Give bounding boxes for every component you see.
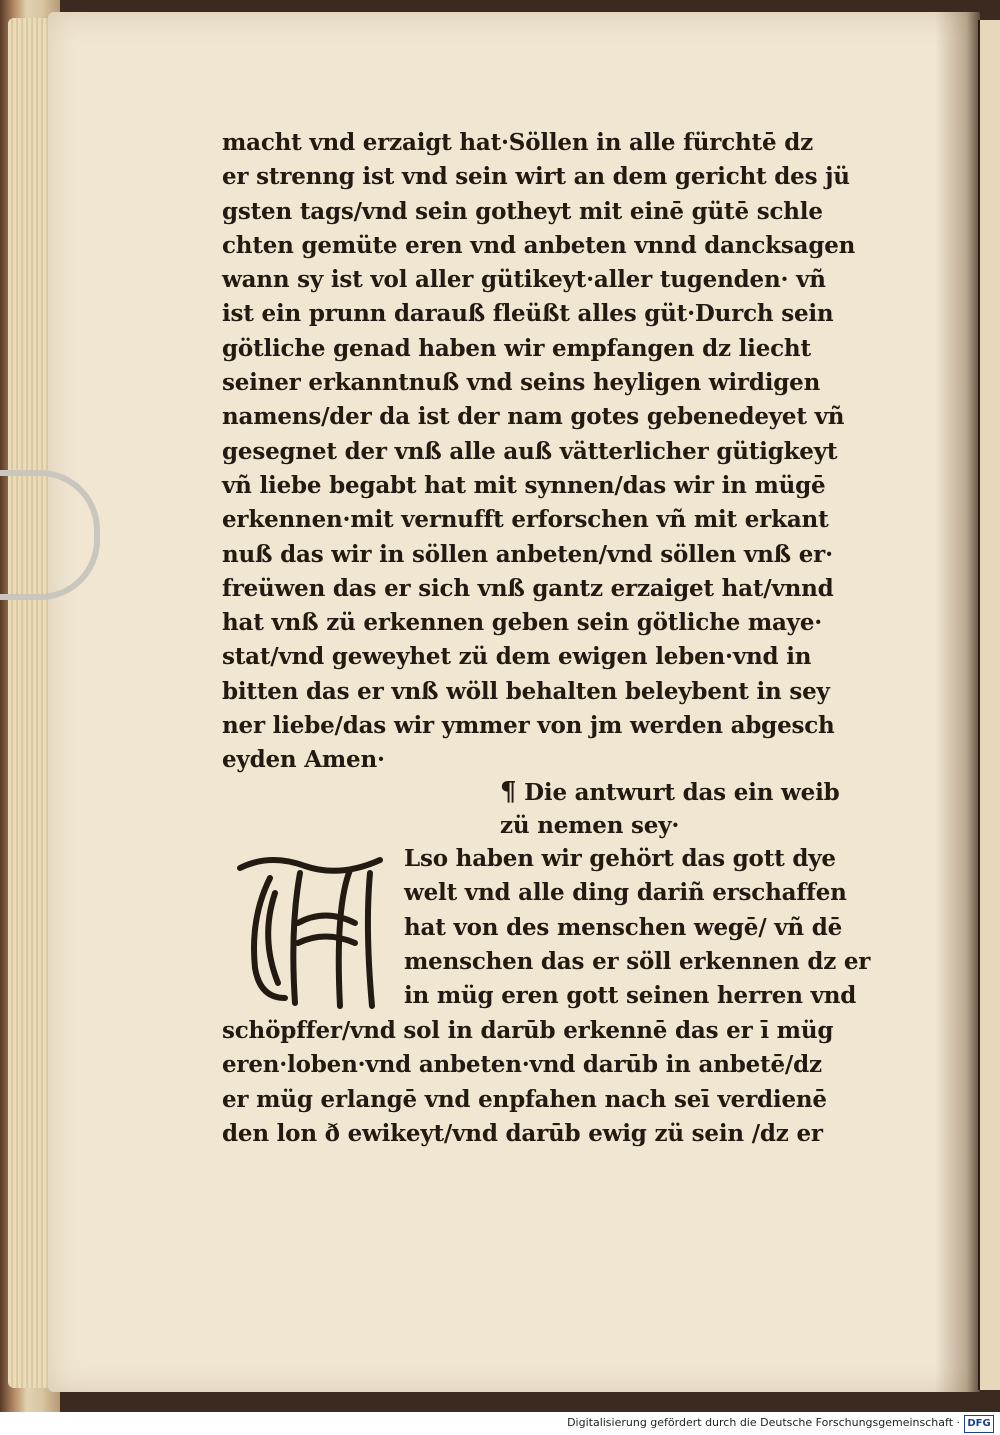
dfg-logo: DFG bbox=[964, 1415, 994, 1433]
text-line: namens/der da ist der nam gotes gebenedeyet vñ bbox=[222, 403, 845, 431]
text-line: gsten tags/vnd sein gotheyt mit einē gütē schle bbox=[222, 197, 823, 225]
decorated-initial bbox=[230, 848, 400, 1013]
text-line: hat von des menschen wegē/ vñ dē bbox=[404, 913, 843, 941]
text-line: götliche genad haben wir empfangen dz liecht bbox=[222, 334, 811, 362]
text-line: den lon ð ewikeyt/vnd darūb ewig zü sein /dz er bbox=[222, 1119, 823, 1147]
text-line: schöpffer/vnd sol in darūb erkennē das er ī müg bbox=[222, 1017, 834, 1044]
text-line: wann sy ist vol aller gütikeyt·aller tugenden· vñ bbox=[222, 266, 826, 294]
text-line: ner liebe/das wir ymmer von jm werden abgesch bbox=[222, 712, 835, 740]
text-line: welt vnd alle ding dariñ erschaffen bbox=[404, 879, 847, 907]
funding-credit: Digitalisierung gefördert durch die Deutsche Forschungsgemeinschaft · bbox=[567, 1416, 960, 1429]
text-line: vñ liebe begabt hat mit synnen/das wir in mügē bbox=[222, 471, 826, 499]
text-line: freüwen das er sich vnß gantz erzaiget hat/vnnd bbox=[222, 574, 834, 602]
text-line: bitten das er vnß wöll behalten beleybent in sey bbox=[222, 677, 830, 705]
section-heading bbox=[500, 775, 920, 843]
text-line: in müg eren gott seinen herren vnd bbox=[404, 982, 857, 1010]
pilcrow-mark: ¶ bbox=[500, 777, 517, 807]
text-line: eyden Amen· bbox=[222, 746, 385, 774]
digitization-footer bbox=[0, 1412, 1000, 1435]
text-line: er müg erlangē vnd enpfahen nach seī verdienē bbox=[222, 1085, 827, 1113]
text-line: eren·loben·vnd anbeten·vnd darūb in anbetē/dz bbox=[222, 1051, 822, 1079]
text-block-indented bbox=[404, 842, 914, 1013]
text-block-top bbox=[222, 126, 912, 778]
initial-letter: A bbox=[230, 848, 231, 849]
text-line: hat vnß zü erkennen geben sein götliche maye· bbox=[222, 609, 823, 637]
text-line: gesegnet der vnß alle auß vätterlicher gütigkeyt bbox=[222, 437, 838, 465]
heading-line-1: Die antwurt das ein weib bbox=[524, 779, 840, 806]
text-line: Lso haben wir gehört das gott dye bbox=[404, 845, 836, 872]
page-gutter-shadow bbox=[935, 12, 980, 1392]
initial-a-woodcut bbox=[230, 848, 400, 1013]
page-stack-edge bbox=[8, 18, 52, 1388]
text-line: stat/vnd geweyhet zü dem ewigen leben·vnd in bbox=[222, 643, 812, 671]
facing-page-edge bbox=[978, 20, 1000, 1390]
text-line: chten gemüte eren vnd anbeten vnnd dancksagen bbox=[222, 231, 856, 259]
text-line: er strenng ist vnd sein wirt an dem gericht des jü bbox=[222, 163, 850, 191]
text-line: macht vnd erzaigt hat·Söllen in alle fürchtē dz bbox=[222, 129, 813, 156]
text-line: nuß das wir in söllen anbeten/vnd söllen vnß er· bbox=[222, 540, 833, 568]
text-line: menschen das er söll erkennen dz er bbox=[404, 947, 871, 975]
text-line: seiner erkanntnuß vnd seins heyligen wirdigen bbox=[222, 369, 821, 397]
text-block-bottom bbox=[222, 1014, 912, 1151]
text-line: ist ein prunn darauß fleüßt alles güt·Durch sein bbox=[222, 300, 834, 328]
text-line: erkennen·mit vernufft erforschen vñ mit erkant bbox=[222, 506, 829, 534]
heading-line-2: zü nemen sey· bbox=[500, 812, 680, 839]
